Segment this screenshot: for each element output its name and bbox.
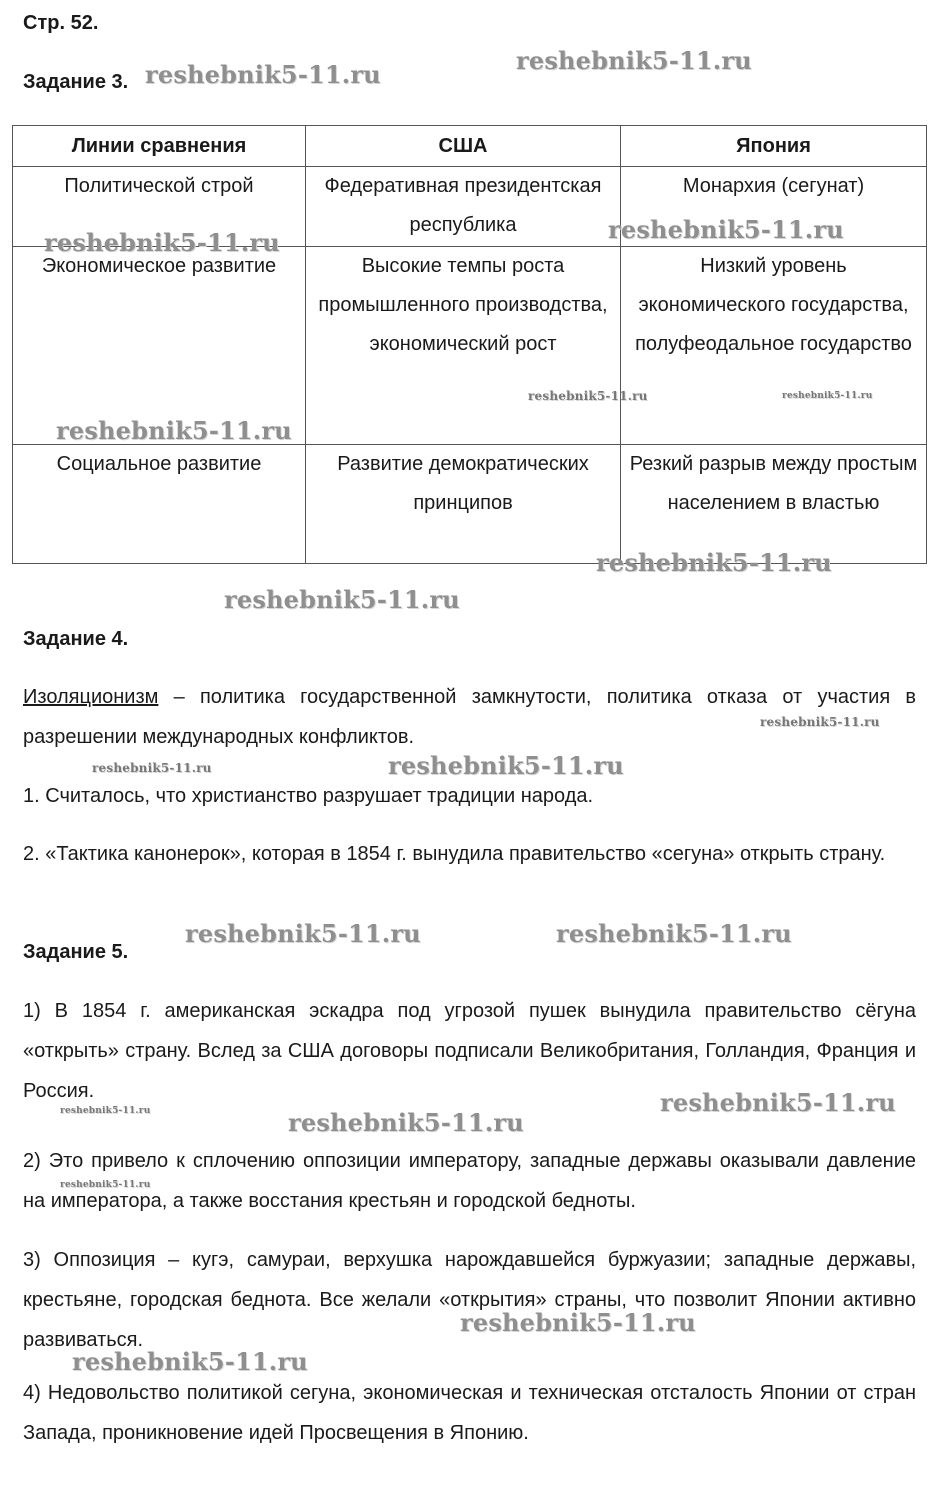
table-cell: Политической строй [13, 167, 306, 247]
comparison-table [12, 125, 927, 564]
watermark: reshebnik5-11.ru [60, 1106, 151, 1116]
list-item: 2) Это привело к сплочению оппозиции императору, западные державы оказывали давление на императора, а также восстания крестьян и городской бедноты. [23, 1150, 916, 1212]
task3-heading: Задание 3. [23, 71, 129, 93]
table-cell: Низкий уровень экономического государства, полуфеодальное государство [621, 247, 927, 445]
list-item: 2. «Тактика канонерок», которая в 1854 г. вынудила правительство «сегуна» открыть страну. [23, 843, 886, 865]
table-cell: Монархия (сегунат) [621, 167, 927, 247]
watermark: reshebnik5-11.ru [782, 391, 873, 401]
watermark: reshebnik5-11.ru [608, 215, 844, 244]
watermark: reshebnik5-11.ru [288, 1108, 524, 1137]
watermark: reshebnik5-11.ru [388, 751, 624, 780]
task4-heading: Задание 4. [23, 628, 129, 650]
list-item: 3) Оппозиция – кугэ, самураи, верхушка нарождавшейся буржуазии; западные державы, крестьяне, городская беднота. Все желали «открытия» страны, что позволит Японии активно развиваться. [23, 1249, 916, 1351]
watermark: reshebnik5-11.ru [56, 416, 292, 445]
watermark: reshebnik5-11.ru [556, 919, 792, 948]
watermark: reshebnik5-11.ru [760, 715, 880, 729]
term: Изоляционизм [23, 686, 159, 708]
table-cell: Высокие темпы роста промышленного производства, экономический рост [306, 247, 621, 445]
table-cell: Резкий разрыв между простым населением в властью [621, 445, 927, 564]
table-cell: Развитие демократических принципов [306, 445, 621, 564]
watermark: reshebnik5-11.ru [460, 1308, 696, 1337]
list-item: 4) Недовольство политикой сегуна, экономическая и техническая отсталость Японии от стран Запада, проникновение идей Просвещения в Японию. [23, 1382, 916, 1444]
watermark: reshebnik5-11.ru [72, 1347, 308, 1376]
table-cell: Социальное развитие [13, 445, 306, 564]
header-cell: Япония [621, 126, 927, 167]
table-cell: Экономическое развитие [13, 247, 306, 445]
watermark: reshebnik5-11.ru [145, 60, 381, 89]
watermark: reshebnik5-11.ru [92, 761, 212, 775]
watermark: reshebnik5-11.ru [60, 1180, 151, 1190]
definition-text: – политика государственной замкнутости, политика отказа от участия в разрешении международных конфликтов. [23, 686, 916, 748]
watermark: reshebnik5-11.ru [528, 389, 648, 403]
header-cell: США [306, 126, 621, 167]
table-cell: Федеративная президентская республика [306, 167, 621, 247]
table-row [13, 445, 927, 564]
watermark: reshebnik5-11.ru [224, 585, 460, 614]
table-header-row [13, 126, 927, 167]
watermark: reshebnik5-11.ru [596, 548, 832, 577]
table-row [13, 247, 927, 445]
header-cell: Линии сравнения [13, 126, 306, 167]
list-item: 1) В 1854 г. американская эскадра под угрозой пушек вынудила правительство сёгуна «открыть» страну. Вслед за США договоры подписали Великобритания, Голландия, Франция и Россия. [23, 1000, 916, 1102]
watermark: reshebnik5-11.ru [516, 46, 752, 75]
watermark: reshebnik5-11.ru [44, 228, 280, 257]
watermark: reshebnik5-11.ru [185, 919, 421, 948]
page-number: Стр. 52. [23, 12, 99, 34]
task5-heading: Задание 5. [23, 941, 129, 963]
list-item: 1. Считалось, что христианство разрушает традиции народа. [23, 785, 594, 807]
watermark: reshebnik5-11.ru [660, 1088, 896, 1117]
